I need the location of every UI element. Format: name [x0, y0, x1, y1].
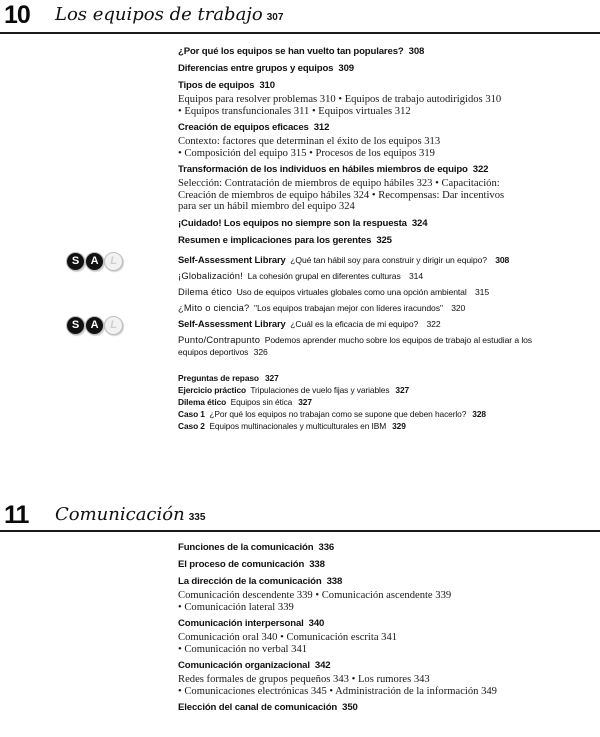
toc-section[interactable]: Comunicación interpersonal 340 [178, 618, 325, 629]
toc-subsection-line: Contexto: factores que determinan el éxito de los equipos 313 [178, 136, 441, 147]
sal-l-circle: L [104, 252, 123, 271]
chapter-rule [0, 32, 600, 34]
toc-feature-self-assessment[interactable]: S A L Self-Assessment Library ¿Cuál es la eficacia de mi equipo? 322 [178, 318, 598, 330]
toc-feature-punto-contrapunto[interactable]: Punto/Contrapunto Podemos aprender mucho sobre los equipos de trabajo al estudiar a los [178, 333, 532, 345]
toc-section[interactable]: Tipos de equipos 310 [178, 80, 275, 91]
toc-section[interactable]: Comunicación organizacional 342 [178, 660, 331, 671]
toc-subsection-line: • Equipos transfuncionales 311 • Equipos virtuales 312 [178, 105, 411, 117]
toc-subsection-line: Creación de miembros de equipo hábiles 324 • Recompensas: Dar incentivos [178, 189, 505, 201]
chapter-number: 11 [4, 501, 29, 529]
sal-s-circle: S [66, 316, 85, 335]
toc-subsections [178, 632, 598, 655]
chapter-11-entries [178, 542, 598, 719]
toc-section[interactable]: ¡Cuidado! Los equipos no siempre son la respuesta 324 [178, 217, 428, 229]
sal-l-circle: L [104, 316, 123, 335]
toc-end-preguntas[interactable]: Preguntas de repaso 327 [178, 372, 279, 383]
toc-section[interactable]: Transformación de los individuos en hábiles miembros de equipo 322 [178, 164, 489, 175]
toc-subsection-line: Selección: Contratación de miembros de equipo hábiles 323 • Capacitación: [178, 178, 500, 189]
toc-subsections [178, 178, 598, 213]
toc-section[interactable]: El proceso de comunicación 338 [178, 559, 325, 570]
chapter-page: 307 [266, 12, 284, 23]
chapter-title[interactable] [55, 4, 283, 25]
toc-subsection-line: Equipos para resolver problemas 310 • Equipos de trabajo autodirigidos 310 [178, 94, 502, 105]
toc-section[interactable]: Funciones de la comunicación 336 [178, 542, 335, 553]
toc-subsections [178, 136, 598, 159]
toc-feature-mito-o-ciencia[interactable]: ¿Mito o ciencia? "Los equipos trabajan mejor con líderes iracundos" 320 [178, 301, 466, 313]
sal-a-circle: A [85, 316, 104, 335]
chapter-rule [0, 530, 600, 532]
chapter-10-entries [71, 46, 598, 432]
toc-subsection-line: Redes formales de grupos pequeños 343 • Los rumores 343 [178, 674, 430, 685]
sal-s-circle: S [66, 252, 85, 271]
chapter-title[interactable] [55, 504, 205, 525]
chapter-title-text: Comunicación [55, 504, 185, 525]
sal-icon [66, 315, 128, 335]
chapter-10 [0, 0, 600, 34]
toc-subsection-line: • Composición del equipo 315 • Procesos de los equipos 319 [178, 147, 435, 159]
toc-end-caso-1[interactable]: Caso 1 ¿Por qué los equipos no trabajan como se supone que deben hacerlo? 328 [178, 408, 486, 419]
toc-subsection-line: para ser un hábil miembro del equipo 324 [178, 201, 355, 212]
toc-subsection-line: • Comunicaciones electrónicas 345 • Administración de la información 349 [178, 685, 497, 697]
toc-section[interactable]: Creación de equipos eficaces 312 [178, 122, 330, 133]
toc-subsection-line: • Comunicación no verbal 341 [178, 643, 308, 655]
chapter-11 [0, 500, 600, 534]
chapter-title-text: Los equipos de trabajo [55, 4, 263, 25]
toc-feature-dilema-etico[interactable]: Dilema ético Uso de equipos virtuales globales como una opción ambiental 315 [178, 285, 490, 297]
sal-icon [66, 251, 128, 271]
toc-feature-punto-contrapunto-cont: equipos deportivos 326 [178, 346, 268, 357]
chapter-header [0, 0, 600, 34]
toc-subsections [178, 94, 598, 117]
toc-feature-self-assessment[interactable]: S A L Self-Assessment Library ¿Qué tan hábil soy para construir y dirigir un equipo? 308 [178, 254, 598, 266]
toc-subsections [178, 674, 598, 697]
toc-section[interactable]: La dirección de la comunicación 338 [178, 576, 343, 587]
toc-subsection-line: Comunicación descendente 339 • Comunicación ascendente 339 [178, 590, 452, 601]
chapter-header [0, 500, 600, 534]
toc-end-dilema[interactable]: Dilema ético Equipos sin ética 327 [178, 396, 312, 407]
toc-subsection-line: Comunicación oral 340 • Comunicación escrita 341 [178, 632, 398, 643]
toc-section[interactable]: ¿Por qué los equipos se han vuelto tan populares? 308 [178, 46, 425, 57]
toc-subsection-line: • Comunicación lateral 339 [178, 601, 294, 613]
toc-end-ejercicio[interactable]: Ejercicio práctico Tripulaciones de vuelo fijas y variables 327 [178, 384, 410, 395]
toc-end-caso-2[interactable]: Caso 2 Equipos multinacionales y multiculturales en IBM 329 [178, 420, 406, 431]
toc-section[interactable]: Resumen e implicaciones para los gerentes 325 [178, 234, 392, 246]
toc-feature-globalizacion[interactable]: ¡Globalización! La cohesión grupal en diferentes culturas 314 [178, 269, 424, 281]
chapter-page: 335 [188, 512, 206, 523]
toc-section[interactable]: Diferencias entre grupos y equipos 309 [178, 63, 354, 74]
toc-subsections [178, 590, 598, 613]
toc-section[interactable]: Elección del canal de comunicación 350 [178, 702, 358, 713]
sal-a-circle: A [85, 252, 104, 271]
chapter-number: 10 [4, 1, 30, 29]
